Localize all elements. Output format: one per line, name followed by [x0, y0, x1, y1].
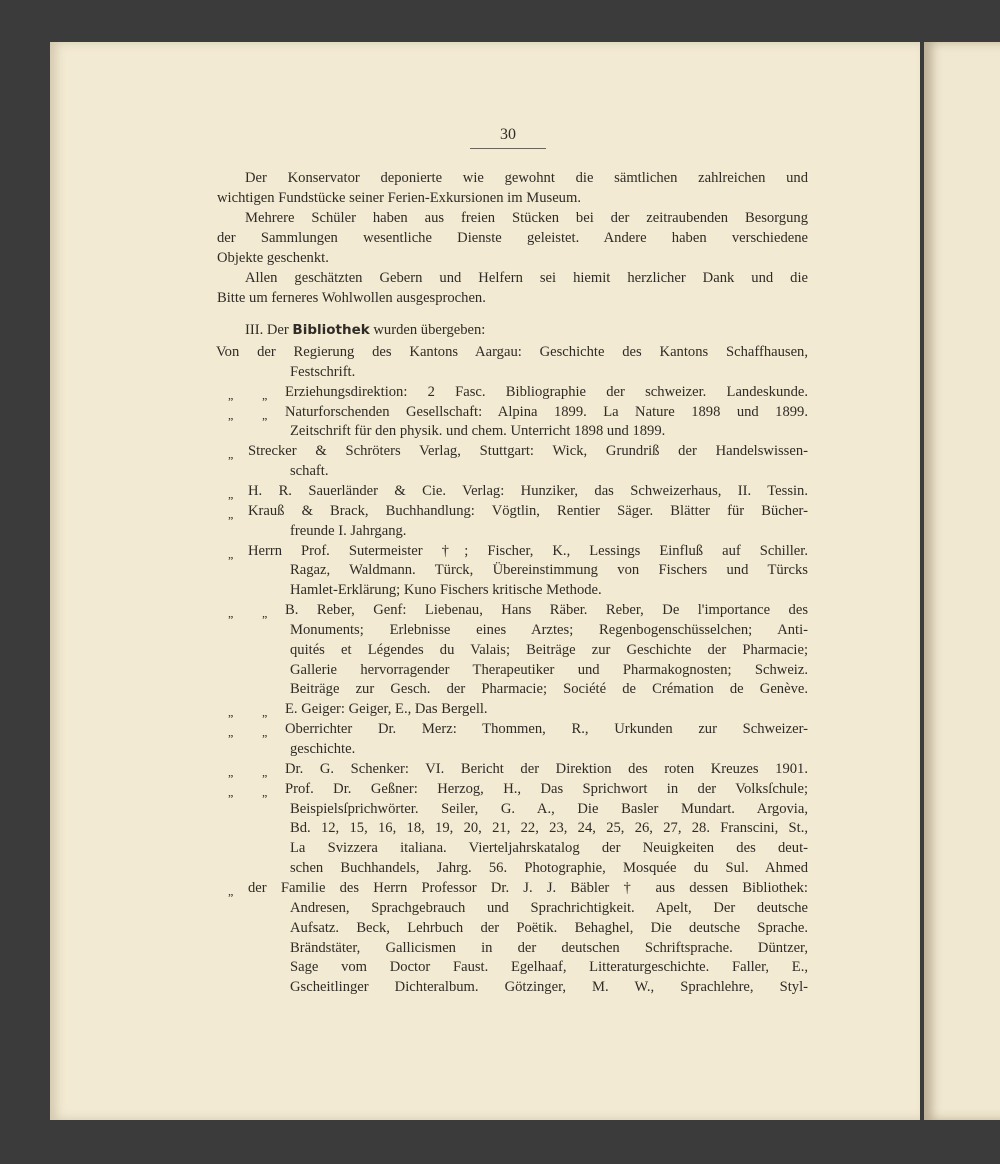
ditto-mark: „	[228, 407, 234, 422]
text-line: Strecker & Schröters Verlag, Stuttgart: Wick, Grundriß der Handelswissen-	[248, 443, 808, 460]
text-line: Bd. 12, 15, 16, 18, 19, 20, 21, 22, 23, 24, 25, 26, 27, 28. Franscini, St.,	[290, 820, 808, 837]
page-number: 30	[500, 126, 516, 143]
text-line: Dr. G. Schenker: VI. Bericht der Direktion des roten Kreuzes 1901.	[285, 760, 808, 777]
text-line: Festschrift.	[290, 363, 356, 380]
ditto-mark: „	[262, 784, 268, 799]
right-page-edge	[924, 42, 1000, 1120]
ditto-mark: „	[228, 387, 234, 402]
text-line: der Familie des Herrn Professor Dr. J. J. Bäbler † aus dessen Bibliothek:	[248, 879, 808, 896]
section-heading	[245, 321, 485, 339]
text-line: schaft.	[290, 463, 329, 480]
ditto-mark: „	[262, 725, 268, 740]
text-line: Bitte um ferneres Wohlwollen ausgesprochen.	[217, 290, 486, 306]
text-line: Sage vom Doctor Faust. Egelhaaf, Litteraturgeschichte. Faller, E.,	[290, 959, 808, 976]
text-line: der Sammlungen wesentliche Dienste geleistet. Andere haben verschiedene	[217, 230, 808, 246]
ditto-mark: „	[228, 705, 234, 720]
text-line: Aufsatz. Beck, Lehrbuch der Poëtik. Behaghel, Die deutsche Sprache.	[290, 919, 808, 936]
ditto-mark: „	[228, 764, 234, 779]
text-line: Der Konservator deponierte wie gewohnt die sämtlichen zahlreichen und	[245, 170, 808, 186]
ditto-mark: „	[228, 606, 234, 621]
heading-bold-word: Bibliothek	[292, 322, 370, 338]
ditto-mark: „	[228, 506, 234, 521]
text-line: Mehrere Schüler haben aus freien Stücken bei der zeitraubenden Besorgung	[245, 210, 808, 226]
text-line: Brändstäter, Gallicismen in der deutschen Schriftsprache. Düntzer,	[290, 939, 808, 956]
ditto-mark: „	[228, 784, 234, 799]
ditto-mark: „	[228, 883, 234, 898]
page-number-rule	[470, 148, 546, 149]
text-line: Zeitschrift für den physik. und chem. Unterricht 1898 und 1899.	[290, 423, 666, 440]
text-line: Oberrichter Dr. Merz: Thommen, R., Urkunden zur Schweizer-	[285, 721, 808, 738]
text-line: Beispielsſprichwörter. Seiler, G. A., Die Basler Mundart. Argovia,	[290, 800, 808, 817]
text-line: Von der Regierung des Kantons Aargau: Geschichte des Kantons Schaffhausen,	[216, 344, 808, 360]
ditto-mark: „	[262, 407, 268, 422]
ditto-mark: „	[262, 705, 268, 720]
ditto-mark: „	[228, 725, 234, 740]
text-line: Ragaz, Waldmann. Türck, Übereinstimmung von Fischers und Türcks	[290, 562, 808, 579]
ditto-mark: „	[262, 387, 268, 402]
text-line: quités et Légendes du Valais; Beiträge zur Geschichte der Pharmacie;	[290, 641, 808, 658]
ditto-mark: „	[228, 486, 234, 501]
ditto-mark: „	[228, 546, 234, 561]
text-line: Herrn Prof. Sutermeister †; Fischer, K., Lessings Einfluß auf Schiller.	[248, 542, 808, 559]
text-line: Prof. Dr. Geßner: Herzog, H., Das Sprichwort in der Volksſchule;	[285, 780, 808, 797]
ditto-mark: „	[228, 447, 234, 462]
text-line: freunde I. Jahrgang.	[290, 522, 407, 539]
heading-suffix: wurden übergeben:	[369, 322, 486, 338]
text-line: Beiträge zur Gesch. der Pharmacie; Société de Crémation de Genève.	[290, 681, 808, 698]
text-line: Erziehungsdirektion: 2 Fasc. Bibliographie der schweizer. Landeskunde.	[285, 383, 808, 400]
text-line: E. Geiger: Geiger, E., Das Bergell.	[285, 701, 488, 718]
text-line: Allen geschätzten Gebern und Helfern sei hiemit herzlicher Dank und die	[245, 270, 808, 286]
text-line: H. R. Sauerländer & Cie. Verlag: Hunziker, das Schweizerhaus, II. Tessin.	[248, 482, 808, 499]
text-line: La Svizzera italiana. Vierteljahrskatalog der Neuigkeiten des deut-	[290, 840, 808, 857]
text-line: Gscheitlinger Dichteralbum. Götzinger, M. W., Sprachlehre, Styl-	[290, 979, 808, 996]
text-line: geschichte.	[290, 741, 356, 757]
text-line: B. Reber, Genf: Liebenau, Hans Räber. Reber, De l'importance des	[285, 602, 808, 619]
text-line: Andresen, Sprachgebrauch und Sprachrichtigkeit. Apelt, Der deutsche	[290, 899, 808, 916]
text-line: schen Buchhandels, Jahrg. 56. Photographie, Mosquée du Sul. Ahmed	[290, 860, 808, 877]
text-line: Naturforschenden Gesellschaft: Alpina 1899. La Nature 1898 und 1899.	[285, 403, 808, 420]
text-line: Krauß & Brack, Buchhandlung: Vögtlin, Rentier Säger. Blätter für Bücher-	[248, 502, 808, 519]
ditto-mark: „	[262, 606, 268, 621]
text-line: Objekte geschenkt.	[217, 250, 329, 266]
ditto-mark: „	[262, 764, 268, 779]
text-line: Monuments; Erlebnisse eines Arztes; Regenbogenschüsselchen; Anti-	[290, 621, 808, 638]
text-line: wichtigen Fundstücke seiner Ferien-Exkursionen im Museum.	[217, 190, 581, 206]
heading-prefix: III. Der	[245, 322, 293, 338]
text-line: Hamlet-Erklärung; Kuno Fischers kritische Methode.	[290, 582, 602, 599]
text-line: Gallerie hervorragender Therapeutiker und Pharmakognosten; Schweiz.	[290, 661, 808, 678]
